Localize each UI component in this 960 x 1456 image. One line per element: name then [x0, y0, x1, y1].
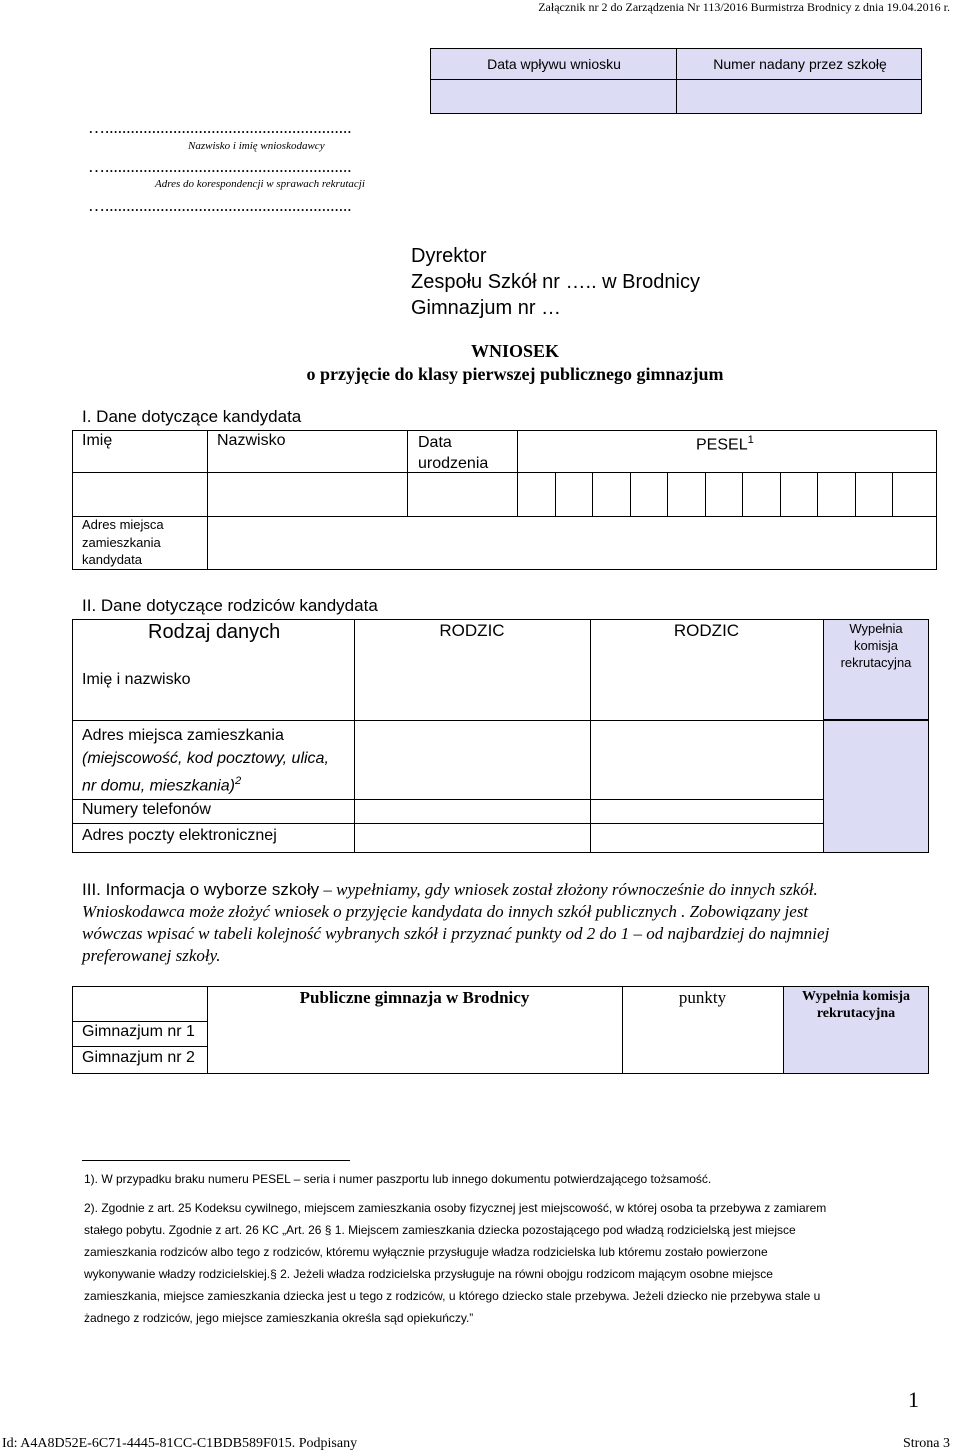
pesel-label-text: PESEL [696, 436, 748, 454]
footnote-2-line-4: wykonywanie władzy rodzicielskiej.§ 2. Jeżeli władza rodzicielska przysługuje na równi obojgu rodzicom mającym osobne miejsce [84, 1267, 773, 1281]
parent2-header: RODZIC [673, 621, 740, 640]
birth-date-label-2: urodzenia [418, 455, 489, 472]
school-2-label: Gimnazjum nr 2 [82, 1049, 195, 1066]
last-name-label: Nazwisko [217, 432, 286, 449]
section3-line-2: Wnioskodawca może złożyć wniosek o przyjęcie kandydata do innych szkół publicznych . Zobowiązany jest [82, 902, 809, 921]
parents-col-2 [590, 619, 591, 853]
applicant-name-dots: ….......................................................... [88, 118, 352, 137]
parents-committee-header-1: Wypełnia [849, 621, 903, 636]
schools-committee-header [783, 988, 929, 1022]
addressee-school: Zespołu Szkół nr ….. w Brodnicy [411, 271, 700, 293]
address-footnote-ref: 2 [234, 775, 242, 787]
schools-row-line-2 [72, 1046, 207, 1047]
applicant-name-caption: Nazwisko i imię wnioskodawcy [188, 140, 325, 152]
parents-row-line-1 [72, 720, 929, 721]
first-name-label: Imię [82, 432, 113, 449]
schools-table-header: Publiczne gimnazja w Brodnicy [299, 988, 530, 1007]
section3-line-1-rest: – wypełniamy, gdy wniosek został złożony równocześnie do innych szkół. [319, 880, 818, 899]
parent1-header: RODZIC [439, 621, 505, 640]
office-box-divider-2 [676, 79, 677, 114]
pesel-cell-divider [780, 472, 781, 516]
pesel-cell-divider [742, 472, 743, 516]
candidate-col-1 [207, 430, 208, 570]
parents-row-line-2 [72, 799, 823, 800]
parents-committee-header [823, 620, 929, 671]
parents-committee-header-2: komisja [853, 638, 899, 653]
parents-committee-header-3: rekrutacyjna [840, 655, 912, 670]
school-number-label: Numer nadany przez szkołę [713, 56, 887, 72]
parent-address-label-3 [82, 770, 329, 797]
pesel-cell-divider [855, 472, 856, 516]
applicant-address-caption: Adres do korespondencji w sprawach rekrutacji [155, 178, 365, 190]
pesel-cell-divider [630, 472, 631, 516]
pesel-cell-divider [555, 472, 556, 516]
receipt-date-label: Data wpływu wniosku [487, 56, 621, 72]
pesel-cell-divider [817, 472, 818, 516]
birth-date-label-1: Data [418, 434, 452, 451]
applicant-address-dots-2: ….......................................................... [88, 196, 352, 215]
parent-address-label [82, 724, 329, 797]
candidate-col-2 [407, 430, 408, 516]
parent-address-label-3-text: nr domu, mieszkania) [82, 777, 235, 795]
candidate-col-3 [517, 430, 518, 516]
section3-line-3: wówczas wpisać w tabeli kolejność wybranych szkół i przyznać punkty od 2 do 1 – od najbardziej do najmniej [82, 924, 830, 943]
section1-heading: I. Dane dotyczące kandydata [82, 407, 302, 426]
footnote-separator [82, 1160, 350, 1161]
pesel-row-line [517, 472, 937, 473]
school-1-label: Gimnazjum nr 1 [82, 1023, 195, 1040]
phones-label: Numery telefonów [82, 801, 211, 818]
page-number: 1 [908, 1387, 919, 1412]
schools-row-line-1 [72, 1021, 207, 1022]
candidate-table [72, 430, 937, 570]
footnote-2-line-1: 2). Zgodnie z art. 25 Kodeksu cywilnego, miejscem zamieszkania osoby fizycznej jest miejscowość, w której osoba ta przebywa z zamiarem [84, 1201, 827, 1215]
pesel-cell-divider [892, 472, 893, 516]
addressee-gymnasium: Gimnazjum nr … [411, 297, 562, 319]
candidate-address-label-2: zamieszkania [82, 534, 161, 550]
footnote-2-line-5: zamieszkania, miejsce zamieszkania dziecka jest u tego z rodziców, u którego dziecko stale przebywa. Jeżeli dziecko nie przebywa stale u [84, 1289, 821, 1303]
candidate-address-label-1: Adres miejsca [82, 517, 164, 532]
parent-name-label: Imię i nazwisko [82, 671, 191, 688]
footnote-2 [84, 1197, 922, 1329]
parents-col-1 [354, 619, 355, 853]
data-type-header: Rodzaj danych [148, 621, 281, 643]
document-id: Id: A4A8D52E-6C71-4445-81CC-C1BDB589F015. Podpisany [2, 1436, 358, 1451]
footnote-2-line-3: zamieszkania rodziców albo tego z rodziców, któremu wyłącznie przysługuje władza rodzicielska lub któremu zostało powierzone [84, 1245, 768, 1259]
addressee [411, 243, 700, 321]
footnote-1: 1). W przypadku braku numeru PESEL – seria i numer paszportu lub innego dokumentu potwierdzającego tożsamość. [84, 1172, 712, 1186]
candidate-address-label [82, 516, 164, 569]
page-label: Strona 3 [902, 1436, 950, 1451]
candidate-address-label-3: kandydata [82, 552, 142, 567]
pesel-cell-divider [592, 472, 593, 516]
footnote-2-line-6: żadnego z rodziców, jego miejsce zamieszkania określa sąd opiekuńczy.” [84, 1311, 474, 1325]
section3-line-1 [82, 879, 942, 901]
candidate-row-line [72, 516, 937, 517]
schools-committee-header-1: Wypełnia komisja [802, 989, 910, 1004]
schools-committee-header-2: rekrutacyjna [816, 1006, 896, 1021]
section3-info [82, 879, 942, 967]
parent-address-label-2: (miejscowość, kod pocztowy, ulica, [82, 750, 329, 767]
pesel-label [696, 434, 754, 454]
form-subtitle: o przyjęcie do klasy pierwszej publicznego gimnazjum [306, 364, 724, 384]
section3-line-4: preferowanej szkoły. [82, 946, 221, 965]
pesel-cell-divider [705, 472, 706, 516]
applicant-address-dots: ….......................................................... [88, 157, 352, 176]
form-title: WNIOSEK [470, 341, 560, 361]
committee-cell-2 [823, 720, 929, 853]
attachment-header: Załącznik nr 2 do Zarządzenia Nr 113/2016 Burmistrza Brodnicy z dnia 19.04.2016 r. [538, 0, 950, 14]
email-label: Adres poczty elektronicznej [82, 827, 277, 844]
pesel-cell-divider [667, 472, 668, 516]
section2-heading: II. Dane dotyczące rodziców kandydata [82, 596, 378, 615]
footnote-2-line-2: stałego pobytu. Zgodnie z art. 26 KC „Art. 26 § 1. Miejscem zamieszkania dziecka pozostającego pod władzą rodzicielską jest miejsce [84, 1223, 796, 1237]
pesel-footnote-ref: 1 [747, 434, 754, 446]
parent-address-label-1: Adres miejsca zamieszkania [82, 727, 284, 744]
section3-heading: III. Informacja o wyborze szkoły [82, 880, 320, 899]
birth-date-label [418, 432, 488, 474]
points-header: punkty [678, 988, 727, 1007]
parents-row-line-3 [72, 823, 823, 824]
addressee-title: Dyrektor [411, 245, 487, 267]
